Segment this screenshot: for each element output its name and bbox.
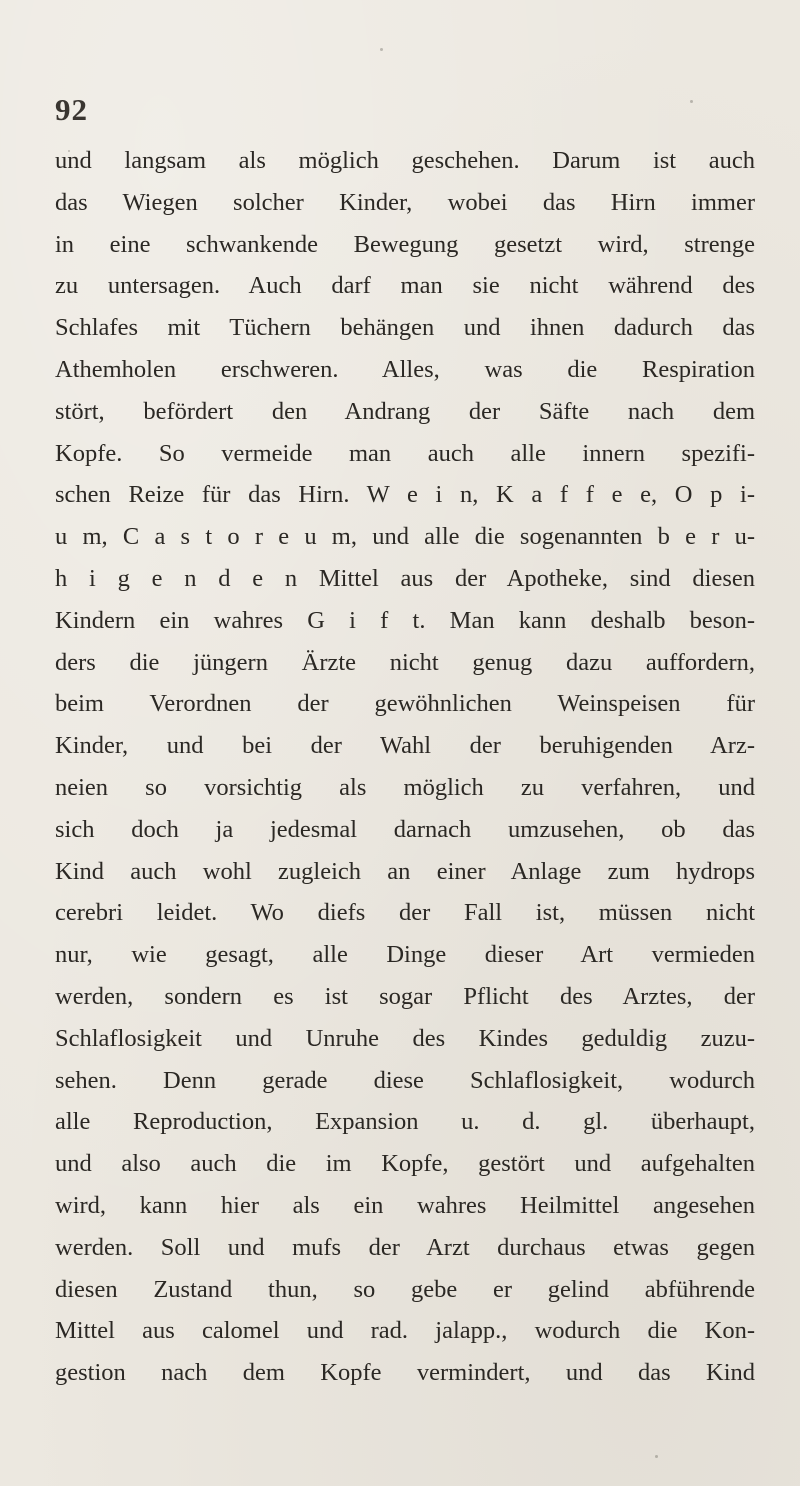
text-line: werden. Soll und mufs der Arzt durchaus etwas gegen [55, 1233, 755, 1261]
text-line: u m, C a s t o r e u m, und alle die sogenannten b e r u- [55, 523, 755, 551]
text-line: sich doch ja jedesmal darnach umzusehen, ob das [55, 815, 755, 843]
text-line: Kind auch wohl zugleich an einer Anlage zum hydrops [55, 857, 755, 885]
text-line: wird, kann hier als ein wahres Heilmittel angesehen [55, 1191, 755, 1219]
text-line: und langsam als möglich geschehen. Darum ist auch [55, 147, 755, 174]
text-line: stört, befördert den Andrang der Säfte nach dem [55, 397, 755, 425]
page-number: 92 [55, 92, 88, 127]
paper-speck [690, 100, 693, 103]
paper-speck [68, 150, 70, 152]
text-line: gestion nach dem Kopfe vermindert, und das Kind [55, 1359, 755, 1387]
text-line: Mittel aus calomel und rad. jalapp., wodurch die Kon- [55, 1317, 755, 1345]
text-line: Kindern ein wahres G i f t. Man kann deshalb beson- [55, 606, 755, 634]
text-line: Schlafes mit Tüchern behängen und ihnen dadurch das [55, 314, 755, 342]
text-line: das Wiegen solcher Kinder, wobei das Hirn immer [55, 188, 755, 216]
text-line: schen Reize für das Hirn. W e i n, K a f f e e, O p i- [55, 481, 755, 509]
text-line: cerebri leidet. Wo diefs der Fall ist, müssen nicht [55, 899, 755, 927]
text-line: diesen Zustand thun, so gebe er gelind abführende [55, 1275, 755, 1303]
text-line: zu untersagen. Auch darf man sie nicht während des [55, 272, 755, 300]
text-line: alle Reproduction, Expansion u. d. gl. überhaupt, [55, 1108, 755, 1136]
text-line: werden, sondern es ist sogar Pflicht des Arztes, der [55, 982, 755, 1010]
text-line: ders die jüngern Ärzte nicht genug dazu auffordern, [55, 648, 755, 676]
body-text [55, 140, 755, 1394]
text-line: in eine schwankende Bewegung gesetzt wird, strenge [55, 230, 755, 258]
text-line: Athemholen erschweren. Alles, was die Respiration [55, 355, 755, 383]
text-line: sehen. Denn gerade diese Schlaflosigkeit, wodurch [55, 1066, 755, 1094]
paper-speck [655, 1455, 658, 1458]
text-line: nur, wie gesagt, alle Dinge dieser Art vermieden [55, 941, 755, 969]
text-line: und also auch die im Kopfe, gestört und aufgehalten [55, 1150, 755, 1178]
paper-speck [380, 48, 383, 51]
text-line: h i g e n d e n Mittel aus der Apotheke, sind diesen [55, 564, 755, 592]
text-line: Schlaflosigkeit und Unruhe des Kindes geduldig zuzu- [55, 1024, 755, 1052]
text-line: Kinder, und bei der Wahl der beruhigenden Arz- [55, 732, 755, 760]
text-line: beim Verordnen der gewöhnlichen Weinspeisen für [55, 690, 755, 718]
text-line: Kopfe. So vermeide man auch alle innern spezifi- [55, 439, 755, 467]
text-line: neien so vorsichtig als möglich zu verfahren, und [55, 773, 755, 801]
